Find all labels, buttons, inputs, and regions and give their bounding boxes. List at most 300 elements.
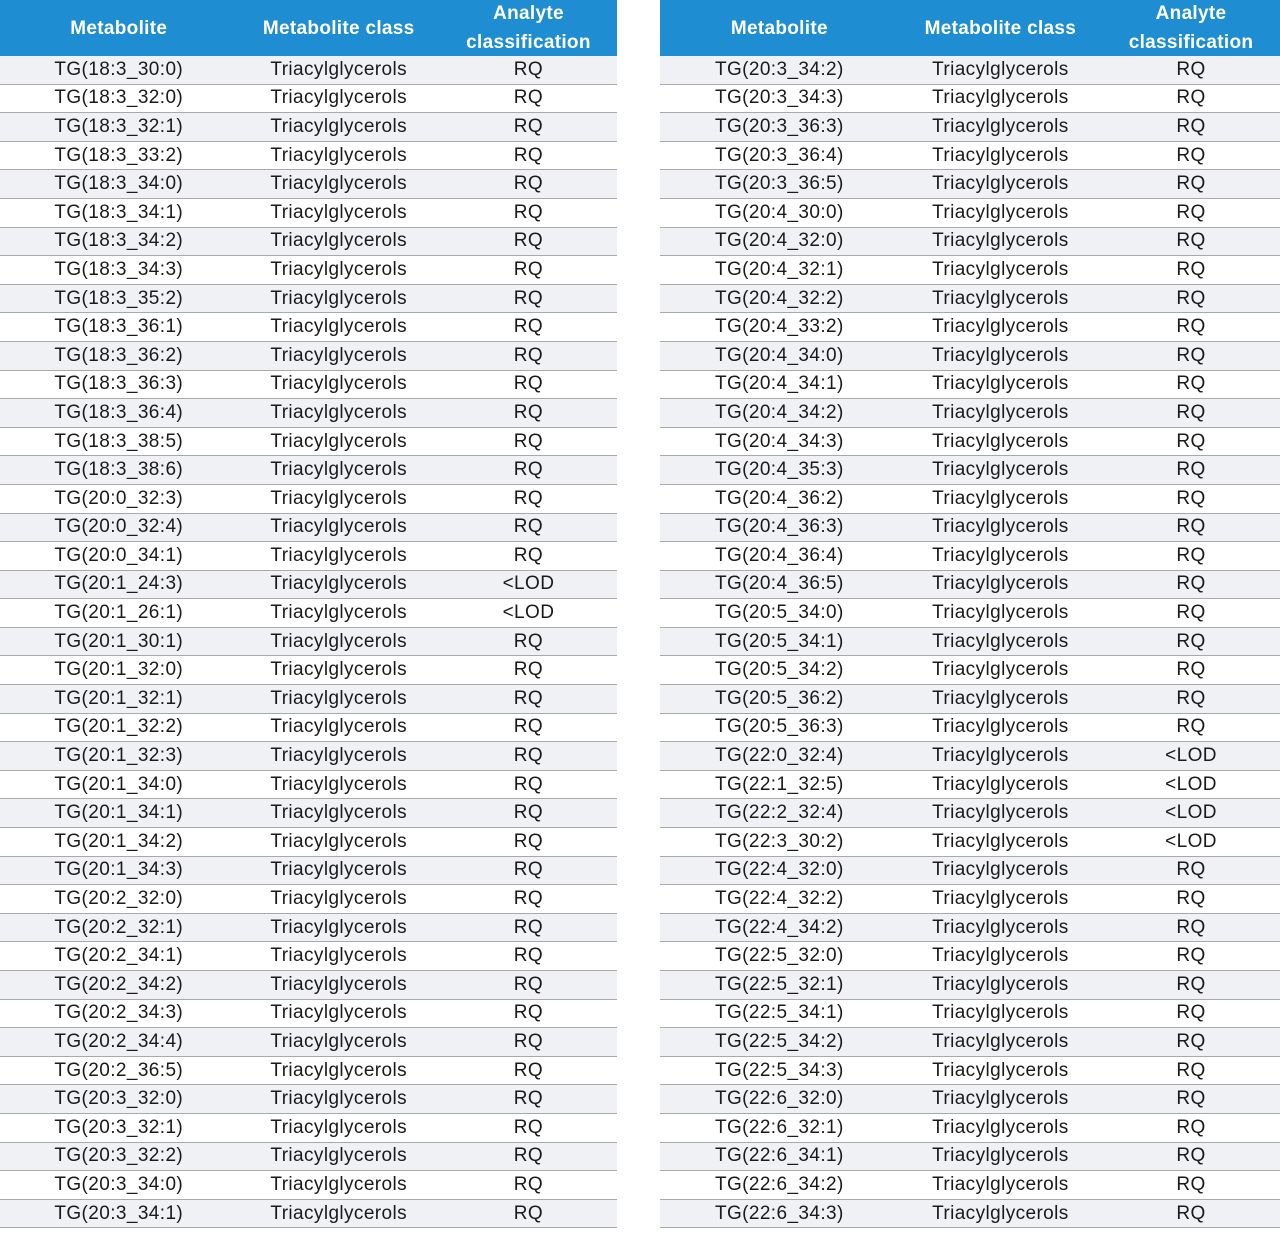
- metabolite-cell: TG(18:3_34:2): [54, 230, 184, 252]
- metabolite-class-cell: Triacylglycerols: [932, 773, 1069, 795]
- metabolite-class-cell: Triacylglycerols: [932, 430, 1069, 452]
- analyte-classification-cell: RQ: [513, 401, 544, 423]
- table-row: [0, 113, 617, 142]
- analyte-classification-cell: RQ: [513, 973, 544, 995]
- metabolite-cell: TG(20:1_32:2): [54, 716, 184, 738]
- table-row: [660, 1000, 1280, 1029]
- table-row: [660, 399, 1280, 428]
- header-metabolite: Metabolite: [730, 17, 828, 39]
- analyte-classification-cell: <LOD: [1165, 745, 1217, 767]
- table-row: [0, 399, 617, 428]
- analyte-classification-cell: RQ: [1176, 316, 1206, 338]
- table-row: [660, 571, 1280, 600]
- metabolite-cell: TG(22:6_32:0): [714, 1088, 844, 1110]
- analyte-classification-cell: RQ: [513, 945, 544, 967]
- table-row: [0, 685, 617, 714]
- analyte-classification-cell: RQ: [1176, 687, 1206, 709]
- metabolite-class-cell: Triacylglycerols: [932, 459, 1069, 481]
- metabolite-cell: TG(20:4_30:0): [714, 201, 844, 223]
- table-row: [0, 742, 617, 771]
- metabolite-class-cell: Triacylglycerols: [270, 459, 408, 481]
- analyte-classification-cell: RQ: [1176, 573, 1206, 595]
- metabolite-class-cell: Triacylglycerols: [932, 1088, 1069, 1110]
- table-row: [0, 542, 617, 571]
- metabolite-cell: TG(20:1_30:1): [54, 630, 184, 652]
- table-row: [0, 628, 617, 657]
- table-row: [660, 56, 1280, 85]
- metabolite-class-cell: Triacylglycerols: [270, 945, 408, 967]
- analyte-classification-cell: RQ: [513, 745, 544, 767]
- table-row: [0, 971, 617, 1000]
- table-row: [660, 799, 1280, 828]
- analyte-classification-cell: RQ: [1176, 173, 1206, 195]
- metabolite-cell: TG(20:1_32:1): [54, 687, 184, 709]
- analyte-classification-cell: RQ: [513, 659, 544, 681]
- analyte-classification-cell: RQ: [1176, 115, 1206, 137]
- analyte-classification-cell: RQ: [1176, 87, 1206, 109]
- metabolite-cell: TG(20:1_34:1): [54, 802, 184, 824]
- metabolite-class-cell: Triacylglycerols: [270, 1116, 408, 1138]
- table-row: [0, 199, 617, 228]
- analyte-classification-cell: RQ: [1176, 58, 1206, 80]
- metabolite-class-cell: Triacylglycerols: [270, 888, 408, 910]
- analyte-classification-cell: RQ: [1176, 888, 1206, 910]
- header-analyte-classification: Analyte classification: [1128, 3, 1254, 53]
- metabolite-cell: TG(20:5_36:2): [714, 687, 844, 709]
- metabolite-class-cell: Triacylglycerols: [932, 1116, 1069, 1138]
- metabolite-cell: TG(20:1_24:3): [54, 573, 184, 595]
- table-row: [0, 1028, 617, 1057]
- analyte-classification-cell: RQ: [513, 115, 544, 137]
- metabolite-cell: TG(18:3_35:2): [54, 287, 184, 309]
- analyte-classification-cell: RQ: [513, 716, 544, 738]
- metabolite-class-cell: Triacylglycerols: [270, 58, 408, 80]
- metabolite-cell: TG(20:1_32:3): [54, 745, 184, 767]
- metabolite-class-cell: Triacylglycerols: [932, 87, 1069, 109]
- metabolite-cell: TG(20:4_36:4): [714, 544, 844, 566]
- analyte-classification-cell: RQ: [1176, 1002, 1206, 1024]
- analyte-classification-cell: RQ: [1176, 1173, 1206, 1195]
- metabolite-class-cell: Triacylglycerols: [932, 144, 1069, 166]
- metabolite-class-cell: Triacylglycerols: [270, 316, 408, 338]
- analyte-classification-cell: RQ: [513, 1173, 544, 1195]
- metabolite-cell: TG(22:5_34:1): [714, 1002, 844, 1024]
- metabolite-class-cell: Triacylglycerols: [932, 1030, 1069, 1052]
- analyte-classification-cell: RQ: [513, 888, 544, 910]
- analyte-classification-cell: RQ: [1176, 1116, 1206, 1138]
- table-row: [0, 799, 617, 828]
- metabolite-cell: TG(20:4_36:5): [714, 573, 844, 595]
- metabolite-cell: TG(18:3_36:4): [54, 401, 184, 423]
- table-row: [660, 971, 1280, 1000]
- metabolite-cell: TG(20:4_36:2): [714, 487, 844, 509]
- table-row: [660, 313, 1280, 342]
- metabolite-class-cell: Triacylglycerols: [270, 1030, 408, 1052]
- metabolite-class-cell: Triacylglycerols: [932, 230, 1069, 252]
- table-row: [0, 428, 617, 457]
- table-row: [660, 914, 1280, 943]
- metabolite-class-cell: Triacylglycerols: [270, 916, 408, 938]
- table-row: [660, 142, 1280, 171]
- metabolite-class-cell: Triacylglycerols: [270, 115, 408, 137]
- analyte-classification-cell: RQ: [1176, 230, 1206, 252]
- metabolite-class-cell: Triacylglycerols: [270, 973, 408, 995]
- metabolite-class-cell: Triacylglycerols: [270, 1202, 408, 1224]
- metabolite-cell: TG(20:4_32:1): [714, 258, 844, 280]
- analyte-classification-cell: RQ: [513, 859, 544, 881]
- metabolite-cell: TG(20:0_32:4): [54, 516, 184, 538]
- metabolite-cell: TG(22:6_34:2): [714, 1173, 844, 1195]
- metabolite-cell: TG(22:1_32:5): [714, 773, 844, 795]
- metabolite-class-cell: Triacylglycerols: [270, 602, 408, 624]
- table-header: [660, 0, 1280, 56]
- table-row: [660, 857, 1280, 886]
- metabolite-cell: TG(18:3_33:2): [54, 144, 184, 166]
- metabolite-class-cell: Triacylglycerols: [270, 258, 408, 280]
- analyte-classification-cell: RQ: [1176, 973, 1206, 995]
- metabolite-cell: TG(20:3_32:0): [54, 1088, 184, 1110]
- metabolite-class-cell: Triacylglycerols: [932, 258, 1069, 280]
- metabolite-cell: TG(22:5_32:0): [714, 945, 844, 967]
- analyte-classification-cell: RQ: [1176, 716, 1206, 738]
- metabolite-class-cell: Triacylglycerols: [270, 516, 408, 538]
- analyte-classification-cell: RQ: [513, 1059, 544, 1081]
- analyte-classification-cell: RQ: [513, 1202, 544, 1224]
- table-row: [0, 885, 617, 914]
- metabolite-cell: TG(20:4_33:2): [714, 316, 844, 338]
- table-row: [660, 771, 1280, 800]
- analyte-classification-cell: RQ: [513, 916, 544, 938]
- table-row: [0, 656, 617, 685]
- analyte-classification-cell: RQ: [513, 544, 544, 566]
- analyte-classification-cell: RQ: [513, 316, 544, 338]
- metabolite-class-cell: Triacylglycerols: [932, 287, 1069, 309]
- metabolite-class-cell: Triacylglycerols: [932, 516, 1069, 538]
- table-row: [660, 1028, 1280, 1057]
- analyte-classification-cell: RQ: [513, 201, 544, 223]
- analyte-classification-cell: RQ: [513, 373, 544, 395]
- metabolite-class-cell: Triacylglycerols: [270, 344, 408, 366]
- analyte-classification-cell: RQ: [1176, 487, 1206, 509]
- metabolite-cell: TG(20:1_34:2): [54, 830, 184, 852]
- table-row: [0, 942, 617, 971]
- metabolite-class-cell: Triacylglycerols: [932, 859, 1069, 881]
- analyte-classification-cell: RQ: [513, 1116, 544, 1138]
- table-row: [660, 942, 1280, 971]
- analyte-classification-cell: RQ: [1176, 1145, 1206, 1167]
- table-row: [0, 170, 617, 199]
- analyte-classification-cell: RQ: [1176, 630, 1206, 652]
- table-row: [0, 1000, 617, 1029]
- table-row: [0, 1057, 617, 1086]
- analyte-classification-cell: RQ: [513, 58, 544, 80]
- metabolite-class-cell: Triacylglycerols: [932, 201, 1069, 223]
- table-row: [0, 456, 617, 485]
- analyte-classification-cell: RQ: [513, 687, 544, 709]
- metabolite-class-cell: Triacylglycerols: [270, 401, 408, 423]
- header-metabolite-class: Metabolite class: [924, 17, 1077, 39]
- table-row: [660, 1057, 1280, 1086]
- analyte-classification-cell: RQ: [1176, 1202, 1206, 1224]
- analyte-classification-cell: RQ: [513, 1088, 544, 1110]
- analyte-classification-cell: RQ: [1176, 430, 1206, 452]
- header-metabolite-class: Metabolite class: [262, 17, 415, 39]
- metabolite-cell: TG(18:3_38:6): [54, 459, 184, 481]
- table-row: [660, 85, 1280, 114]
- metabolite-class-cell: Triacylglycerols: [932, 173, 1069, 195]
- metabolite-class-cell: Triacylglycerols: [932, 1002, 1069, 1024]
- analyte-classification-cell: RQ: [513, 516, 544, 538]
- analyte-classification-cell: RQ: [1176, 201, 1206, 223]
- metabolite-cell: TG(18:3_32:0): [54, 87, 184, 109]
- table-row: [660, 656, 1280, 685]
- metabolite-table-right: [660, 0, 1280, 1228]
- metabolite-cell: TG(20:5_36:3): [714, 716, 844, 738]
- analyte-classification-cell: RQ: [513, 230, 544, 252]
- analyte-classification-cell: RQ: [513, 773, 544, 795]
- metabolite-class-cell: Triacylglycerols: [270, 1059, 408, 1081]
- table-header: [0, 0, 617, 56]
- analyte-classification-cell: <LOD: [502, 573, 555, 595]
- metabolite-class-cell: Triacylglycerols: [932, 973, 1069, 995]
- metabolite-class-cell: Triacylglycerols: [932, 1202, 1069, 1224]
- table-row: [660, 371, 1280, 400]
- metabolite-cell: TG(20:4_32:0): [714, 230, 844, 252]
- metabolite-cell: TG(20:5_34:0): [714, 602, 844, 624]
- metabolite-cell: TG(20:3_34:1): [54, 1202, 184, 1224]
- table-row: [660, 542, 1280, 571]
- metabolite-cell: TG(18:3_34:3): [54, 258, 184, 280]
- metabolite-cell: TG(18:3_34:1): [54, 201, 184, 223]
- analyte-classification-cell: <LOD: [1165, 830, 1217, 852]
- metabolite-cell: TG(20:0_32:3): [54, 487, 184, 509]
- metabolite-cell: TG(20:4_34:3): [714, 430, 844, 452]
- metabolite-cell: TG(20:3_32:2): [54, 1145, 184, 1167]
- table-body: [660, 56, 1280, 1228]
- analyte-classification-cell: RQ: [513, 287, 544, 309]
- table-row: [0, 857, 617, 886]
- metabolite-cell: TG(22:6_34:1): [714, 1145, 844, 1167]
- analyte-classification-cell: RQ: [513, 173, 544, 195]
- metabolite-cell: TG(22:4_32:0): [714, 859, 844, 881]
- table-row: [660, 1114, 1280, 1143]
- table-row: [0, 342, 617, 371]
- metabolite-cell: TG(20:1_26:1): [54, 602, 184, 624]
- analyte-classification-cell: RQ: [1176, 1088, 1206, 1110]
- metabolite-cell: TG(20:4_35:3): [714, 459, 844, 481]
- analyte-classification-cell: RQ: [513, 144, 544, 166]
- metabolite-class-cell: Triacylglycerols: [270, 373, 408, 395]
- analyte-classification-cell: RQ: [513, 487, 544, 509]
- analyte-classification-cell: RQ: [1176, 144, 1206, 166]
- metabolite-cell: TG(22:0_32:4): [714, 745, 844, 767]
- analyte-classification-cell: RQ: [1176, 287, 1206, 309]
- metabolite-cell: TG(20:3_36:4): [714, 144, 844, 166]
- metabolite-class-cell: Triacylglycerols: [270, 173, 408, 195]
- metabolite-class-cell: Triacylglycerols: [932, 344, 1069, 366]
- metabolite-class-cell: Triacylglycerols: [932, 573, 1069, 595]
- metabolite-cell: TG(18:3_30:0): [54, 58, 184, 80]
- metabolite-class-cell: Triacylglycerols: [932, 945, 1069, 967]
- metabolite-cell: TG(20:2_32:1): [54, 916, 184, 938]
- table-row: [0, 256, 617, 285]
- table-row: [0, 571, 617, 600]
- table-row: [0, 1200, 617, 1229]
- table-row: [0, 313, 617, 342]
- table-row: [0, 599, 617, 628]
- metabolite-cell: TG(20:1_34:3): [54, 859, 184, 881]
- analyte-classification-cell: RQ: [513, 1002, 544, 1024]
- analyte-classification-cell: RQ: [513, 1030, 544, 1052]
- metabolite-class-cell: Triacylglycerols: [932, 1059, 1069, 1081]
- analyte-classification-cell: RQ: [513, 1145, 544, 1167]
- table-row: [660, 1143, 1280, 1172]
- metabolite-class-cell: Triacylglycerols: [270, 773, 408, 795]
- metabolite-class-cell: Triacylglycerols: [932, 1173, 1069, 1195]
- metabolite-cell: TG(22:5_34:3): [714, 1059, 844, 1081]
- metabolite-class-cell: Triacylglycerols: [270, 544, 408, 566]
- table-row: [0, 771, 617, 800]
- header-metabolite: Metabolite: [70, 17, 168, 39]
- metabolite-class-cell: Triacylglycerols: [932, 544, 1069, 566]
- table-row: [660, 113, 1280, 142]
- table-row: [660, 628, 1280, 657]
- table-row: [0, 142, 617, 171]
- analyte-classification-cell: RQ: [1176, 258, 1206, 280]
- metabolite-cell: TG(20:5_34:2): [714, 659, 844, 681]
- metabolite-class-cell: Triacylglycerols: [270, 687, 408, 709]
- table-row: [660, 256, 1280, 285]
- analyte-classification-cell: <LOD: [1165, 773, 1217, 795]
- analyte-classification-cell: <LOD: [1165, 802, 1217, 824]
- table-row: [660, 828, 1280, 857]
- metabolite-class-cell: Triacylglycerols: [270, 802, 408, 824]
- metabolite-class-cell: Triacylglycerols: [932, 830, 1069, 852]
- analyte-classification-cell: RQ: [1176, 1059, 1206, 1081]
- table-row: [660, 514, 1280, 543]
- metabolite-cell: TG(18:3_34:0): [54, 173, 184, 195]
- analyte-classification-cell: RQ: [513, 830, 544, 852]
- table-row: [0, 1171, 617, 1200]
- metabolite-class-cell: Triacylglycerols: [932, 1145, 1069, 1167]
- table-row: [660, 456, 1280, 485]
- table-row: [0, 485, 617, 514]
- metabolite-cell: TG(22:6_34:3): [714, 1202, 844, 1224]
- metabolite-class-cell: Triacylglycerols: [270, 287, 408, 309]
- metabolite-class-cell: Triacylglycerols: [932, 401, 1069, 423]
- analyte-classification-cell: RQ: [1176, 1030, 1206, 1052]
- metabolite-class-cell: Triacylglycerols: [270, 573, 408, 595]
- analyte-classification-cell: RQ: [1176, 516, 1206, 538]
- table-row: [0, 714, 617, 743]
- metabolite-cell: TG(22:4_32:2): [714, 888, 844, 910]
- metabolite-cell: TG(18:3_36:3): [54, 373, 184, 395]
- metabolite-cell: TG(20:2_34:2): [54, 973, 184, 995]
- metabolite-class-cell: Triacylglycerols: [270, 1088, 408, 1110]
- metabolite-cell: TG(20:1_32:0): [54, 659, 184, 681]
- analyte-classification-cell: RQ: [1176, 602, 1206, 624]
- metabolite-class-cell: Triacylglycerols: [270, 230, 408, 252]
- analyte-classification-cell: RQ: [1176, 401, 1206, 423]
- metabolite-class-cell: Triacylglycerols: [270, 630, 408, 652]
- analyte-classification-cell: RQ: [513, 344, 544, 366]
- header-analyte-classification: Analyte classification: [466, 3, 591, 53]
- table-row: [0, 828, 617, 857]
- metabolite-class-cell: Triacylglycerols: [270, 87, 408, 109]
- table-body: [0, 56, 617, 1228]
- metabolite-cell: TG(20:2_32:0): [54, 888, 184, 910]
- metabolite-class-cell: Triacylglycerols: [270, 201, 408, 223]
- analyte-classification-cell: RQ: [1176, 459, 1206, 481]
- metabolite-class-cell: Triacylglycerols: [932, 745, 1069, 767]
- analyte-classification-cell: RQ: [513, 258, 544, 280]
- metabolite-cell: TG(20:3_32:1): [54, 1116, 184, 1138]
- table-row: [660, 428, 1280, 457]
- table-row: [660, 1171, 1280, 1200]
- metabolite-class-cell: Triacylglycerols: [932, 687, 1069, 709]
- metabolite-cell: TG(22:5_32:1): [714, 973, 844, 995]
- metabolite-cell: TG(20:3_36:3): [714, 115, 844, 137]
- table-row: [0, 514, 617, 543]
- metabolite-cell: TG(20:3_34:2): [714, 58, 844, 80]
- analyte-classification-cell: RQ: [513, 430, 544, 452]
- table-row: [660, 714, 1280, 743]
- metabolite-cell: TG(20:1_34:0): [54, 773, 184, 795]
- metabolite-class-cell: Triacylglycerols: [270, 144, 408, 166]
- analyte-classification-cell: RQ: [513, 630, 544, 652]
- table-row: [660, 485, 1280, 514]
- table-row: [660, 285, 1280, 314]
- metabolite-class-cell: Triacylglycerols: [932, 716, 1069, 738]
- table-row: [0, 1085, 617, 1114]
- metabolite-class-cell: Triacylglycerols: [932, 373, 1069, 395]
- analyte-classification-cell: RQ: [1176, 344, 1206, 366]
- metabolite-class-cell: Triacylglycerols: [270, 1145, 408, 1167]
- metabolite-table-left: [0, 0, 617, 1228]
- table-row: [660, 342, 1280, 371]
- metabolite-cell: TG(22:6_32:1): [714, 1116, 844, 1138]
- metabolite-cell: TG(22:2_32:4): [714, 802, 844, 824]
- metabolite-cell: TG(18:3_38:5): [54, 430, 184, 452]
- metabolite-class-cell: Triacylglycerols: [270, 1173, 408, 1195]
- metabolite-cell: TG(20:4_36:3): [714, 516, 844, 538]
- metabolite-cell: TG(18:3_36:2): [54, 344, 184, 366]
- metabolite-class-cell: Triacylglycerols: [270, 830, 408, 852]
- table-row: [0, 285, 617, 314]
- table-row: [660, 742, 1280, 771]
- metabolite-cell: TG(22:4_34:2): [714, 916, 844, 938]
- metabolite-cell: TG(22:5_34:2): [714, 1030, 844, 1052]
- metabolite-cell: TG(20:4_34:2): [714, 401, 844, 423]
- table-row: [0, 1114, 617, 1143]
- table-row: [0, 371, 617, 400]
- table-row: [660, 1085, 1280, 1114]
- metabolite-cell: TG(20:2_34:3): [54, 1002, 184, 1024]
- metabolite-class-cell: Triacylglycerols: [932, 630, 1069, 652]
- analyte-classification-cell: RQ: [1176, 859, 1206, 881]
- table-row: [660, 1200, 1280, 1229]
- analyte-classification-cell: <LOD: [502, 602, 555, 624]
- metabolite-class-cell: Triacylglycerols: [932, 602, 1069, 624]
- metabolite-cell: TG(20:4_34:0): [714, 344, 844, 366]
- table-row: [660, 199, 1280, 228]
- metabolite-class-cell: Triacylglycerols: [270, 487, 408, 509]
- metabolite-cell: TG(18:3_36:1): [54, 316, 184, 338]
- metabolite-class-cell: Triacylglycerols: [932, 316, 1069, 338]
- metabolite-cell: TG(20:2_34:4): [54, 1030, 184, 1052]
- table-row: [660, 228, 1280, 257]
- metabolite-class-cell: Triacylglycerols: [932, 888, 1069, 910]
